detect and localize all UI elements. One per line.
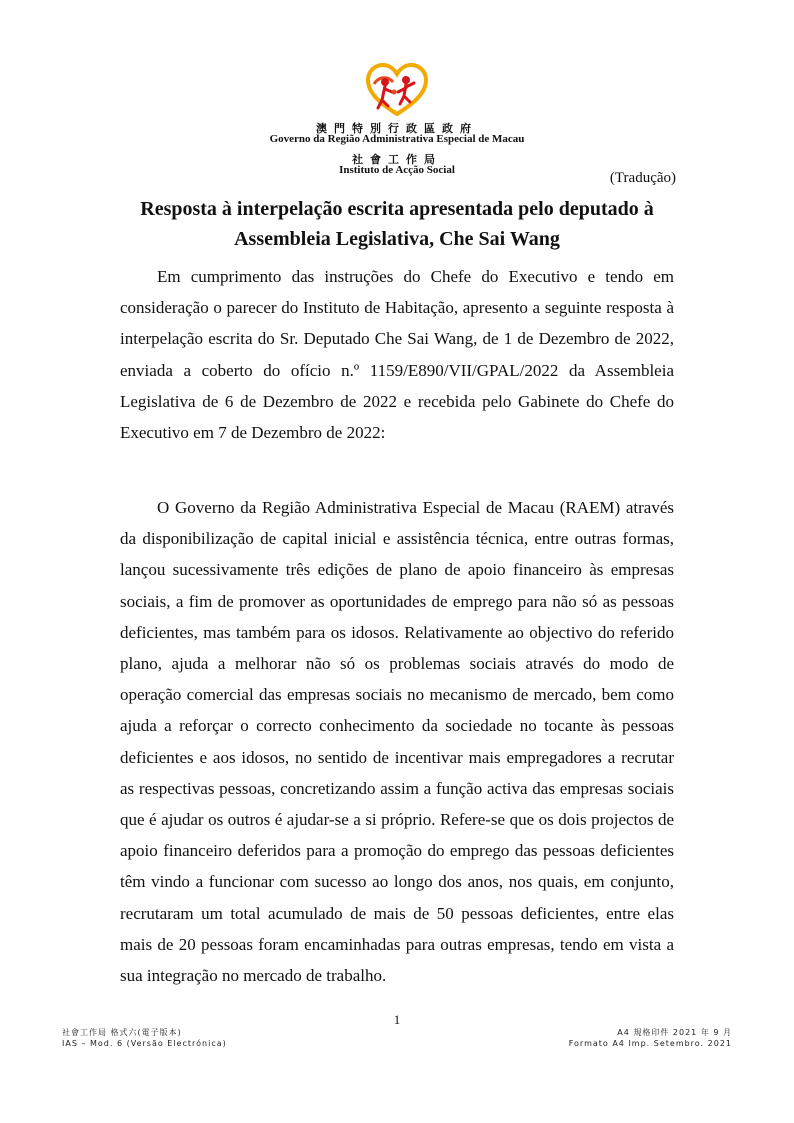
document-title: Resposta à interpelação escrita apresentada pelo deputado à Assembleia Legislativa, Che Sai Wang bbox=[140, 198, 654, 250]
paragraph-intro: Em cumprimento das instruções do Chefe do Executivo e tendo em consideração o parecer do Instituto de Habitação, apresento a seguinte resposta à interpelação escrita do Sr. Deputado Che Sai Wang, de 1 de Dezembro de 2022, enviada a coberto do ofício n.º 1159/E890/VII/GPAL/2022 da Assembleia Legislativa de 6 de Dezembro de 2022 e recebida pelo Gabinete do Chefe do Executivo em 7 de Dezembro de 2022: bbox=[120, 267, 674, 443]
page-number: 1 bbox=[393, 1012, 401, 1027]
footer-form-portuguese: IAS – Mod. 6 (Versão Electrónica) bbox=[62, 1039, 227, 1048]
footer-format-portuguese: Formato A4 Imp. Setembro. 2021 bbox=[568, 1039, 732, 1048]
institute-name-portuguese: Instituto de Acção Social bbox=[339, 164, 455, 176]
footer-format-chinese: A4 規格印件 2021 年 9 月 bbox=[617, 1028, 732, 1037]
footer-form-chinese: 社會工作局 格式六(電子版本) bbox=[62, 1028, 182, 1037]
paragraph-body: O Governo da Região Administrativa Especial de Macau (RAEM) através da disponibilização de capital inicial e assistência técnica, entre outras formas, lançou sucessivamente três edições de plano de apoio financeiro às empresas sociais, a fim de promover as oportunidades de emprego para não só as pessoas deficientes, mas também para os idosos. Relativamente ao objectivo do referido plano, ajuda a melhorar não só os problemas sociais através do modo de operação comercial das empresas sociais no mecanismo de mercado, bem como ajuda a reforçar o correcto conhecimento da sociedade no tocante às pessoas deficientes e aos idosos, no sentido de incentivar mais empregadores a recrutar as respectivas pessoas, concretizando assim a função activa das empresas sociais que é ajudar os outros é ajudar-se a si próprio. Refere-se que os dois projectos de apoio financeiro deferidos para a promoção do emprego das pessoas deficientes têm vindo a funcionar com sucesso ao longo dos anos, nos quais, em conjunto, recrutaram um total acumulado de mais de 50 pessoas deficientes, entre elas mais de 20 pessoas foram encaminhadas para outras empresas, tendo em vista a sua integração no mercado de trabalho. bbox=[120, 498, 674, 986]
government-name-chinese: 澳門特別行政區政府 bbox=[316, 123, 478, 135]
institute-name-chinese: 社會工作局 bbox=[352, 154, 442, 166]
government-name-portuguese: Governo da Região Administrativa Especial de Macau bbox=[269, 133, 525, 145]
ias-logo-heart-icon bbox=[364, 62, 430, 118]
translation-note: (Tradução) bbox=[609, 170, 676, 186]
